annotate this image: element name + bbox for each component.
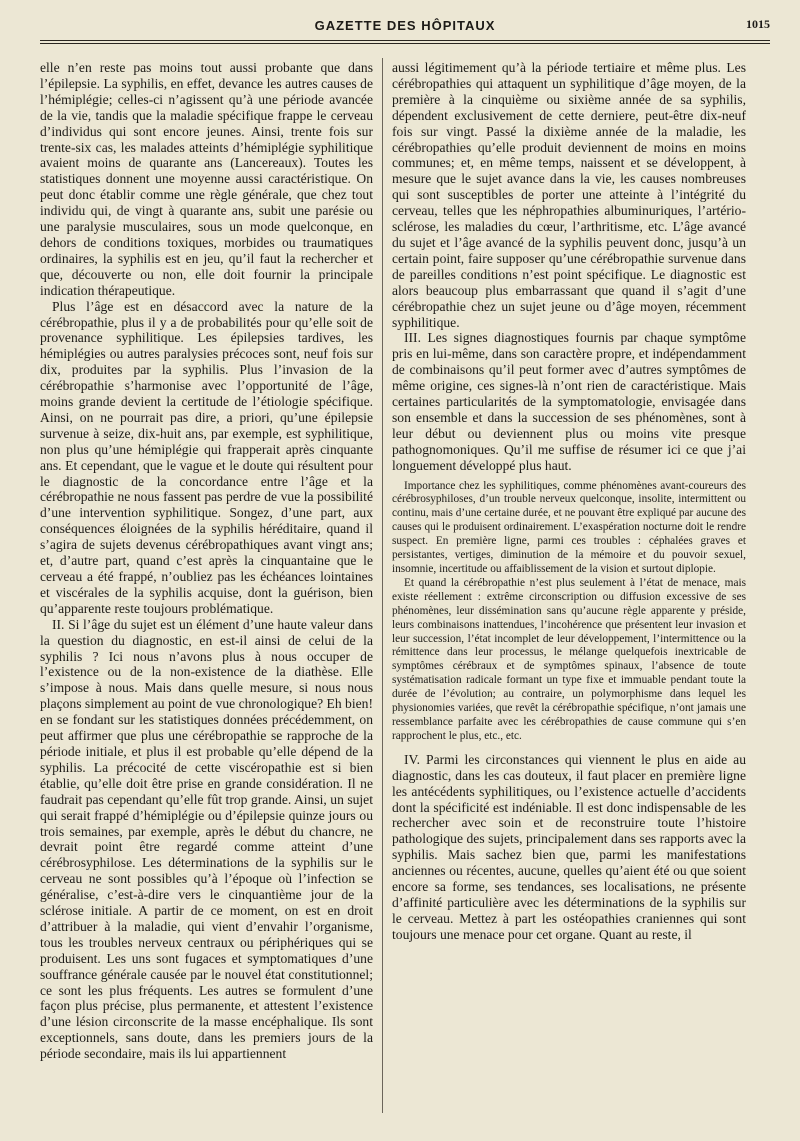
- paragraph: II. Si l’âge du sujet est un élément d’une haute valeur dans la question du diagnostic, en est-il ainsi de celui de la syphilis ? Ici nous n’avons plus à nous occuper de l’existence ou de la non-existence de la diathèse. Elle s’impose à nous. Mais dans quelle mesure, si nous nous plaçons simplement au point de vue chronologique? Eh bien! en se fondant sur les statistiques données précédemment, on peut affirmer que plus une cérébropathie se rapproche de la période initiale, et plus il est probable qu’elle dépend de la syphilis. La précocité de cette viscéropathie est si bien établie, qu’elle doit être prise en grande considération. Il ne faudrait pas cependant qu’elle fût trop grande. Ainsi, un sujet qui serait frappé d’hémiplégie ou d’épilepsie quinze jours ou trois semaines, par exemple, après le début du chancre, ne devrait point être regardé comme atteint d’une cérébrosyphilose. Les déterminations de la syphilis sur le cerveau ne sont possibles qu’à l’époque où l’infection se généralise, c’est-à-dire vers le cinquantième jour de la sclérose initiale. A partir de ce moment, on est en droit d’attribuer à la maladie, qui vient d’envahir l’organisme, tous les troubles nerveux centraux ou périphériques qui se produisent. Les uns sont fugaces et symptomatiques d’une souffrance générale causée par le nouvel état constitutionnel; ce sont les plus fréquents. Les autres se formulent d’une façon plus précise, plus permanente, et attestent l’existence d’une lésion circonscrite de la masse encéphalique. Ils sont exceptionnels, sans doute, dans les premiers jours de la période secondaire, mais ils lui appartiennent: [40, 616, 373, 1062]
- small-paragraph: Et quand la cérébropathie n’est plus seulement à l’état de menace, mais existe réellement : extrême circonscription ou diffusion excessive de ses phénomènes, leur dissémination sans qu’aucune règle apparente y préside, leurs combinaisons inattendues, l’incohérence que présentent leur invasion et leur succession, l’état incomplet de leur développement, l’intermittence ou la rémittence dans leur processus, le mélange quelquefois inextricable de symptômes cérébraux et de symptômes spinaux, l’absence de toute systématisation radicale formant un type fixe et immuable pendant toute la durée de l’évolution; au contraire, un polymorphisme dans lequel les physionomies variées, que revêt la cérébropathie spécifique, n’ont jamais une ressemblance parfaite avec les cérébropathies de cause commune qui s’en rapprochent le plus, etc., etc.: [392, 576, 746, 742]
- right-column: [392, 60, 746, 1113]
- page-header: [40, 14, 770, 38]
- paragraph: Plus l’âge est en désaccord avec la nature de la cérébropathie, plus il y a de probabilités pour qu’elle soit de provenance syphilitique. Les épilepsies tardives, les hémiplégies ou autres paralysies précoces sont, neuf fois sur dix, produites par la syphilis. Plus l’invasion de la cérébropathie s’harmonise avec l’opportunité de l’âge, moins grande devient la certitude de l’étiologie spécifique. Ainsi, on ne pourrait pas dire, a priori, qu’une épilepsie survenue à seize, dix-huit ans, par exemple, est syphilitique, non plus qu’une hémiplégie qui frapperait après cinquante ans. Et cependant, que le vague et le doute qui résultent pour le diagnostic de la concordance entre l’âge et la cérébropathie ne nous fassent pas perdre de vue la possibilité d’une intervention syphilitique. Songez, d’une part, aux conséquences éloignées de la syphilis héréditaire, quand il s’agira de sujets devenus cérébropathiques avant vingt ans; et, d’autre part, quand c’est après la cinquantaine que le cerveau a été frappé, n’oubliez pas les échéances lointaines et viscérales de la syphilis acquise, dont la guérison, bien qu’apparente reste toujours problématique.: [40, 298, 373, 616]
- small-paragraph: Importance chez les syphilitiques, comme phénomènes avant-coureurs des cérébrosyphiloses, d’un trouble nerveux quelconque, insolite, intermittent ou continu, mais d’une certaine durée, et ne pouvant être expliqué par aucune des causes qui le produisent ordinairement. L’exaspération nocturne doit le rendre suspect. En première ligne, parmi ces troubles : céphalées graves et persistantes, vertiges, diminution de la mémoire et du pouvoir sexuel, insomnie, incertitude ou affaiblissement de la vision et surtout diplopie.: [392, 479, 746, 575]
- header-rule-bottom: [40, 43, 770, 44]
- header-rule-top: [40, 40, 770, 41]
- left-column: [40, 60, 373, 1113]
- section-iv: [392, 752, 746, 943]
- small-print-summary: [392, 480, 746, 744]
- right-column-main-text: [392, 60, 746, 474]
- paragraph: elle n’en reste pas moins tout aussi probante que dans l’épilepsie. La syphilis, en effet, devance les autres causes de l’hémiplégie; celles-ci n’agissent qu’à une période avancée de la vie, tandis que la maladie spécifique frappe le cerveau d’individus qui sont encore jeunes. Ainsi, trente fois sur trente-six cas, les malades atteints d’hémiplégie syphilitique avaient moins de quarante ans (Lancereaux). Toutes les statistiques donnent une moyenne aussi caractéristique. On peut donc établir comme une règle générale, que chez tout individu qui, de vingt à quarante ans, subit une parésie ou une paralysie musculaires, sous un mode quelconque, en dehors de conditions toxiques, morbides ou traumatiques ordinaires, la syphilis est en jeu, qu’il faut la rechercher et que, découverte ou non, elle doit fournir la principale indication thérapeutique.: [40, 60, 373, 298]
- running-title: GAZETTE DES HÔPITAUX: [314, 18, 496, 33]
- paragraph: IV. Parmi les circonstances qui viennent le plus en aide au diagnostic, dans les cas douteux, il faut placer en première ligne les antécédents syphilitiques, ou l’existence actuelle d’accidents dont la spécificité est indéniable. Il est donc indispensable de les rechercher avec soin et de reconstruire toute l’histoire pathologique des sujets, principalement dans ses rapports avec la syphilis. Mais sachez bien que, parmi les manifestations anciennes ou récentes, aucune, quelles qu’aient été ou que soient encore sa forme, ses tendances, ses localisations, ne présente d’affinité particulière avec les déterminations de la syphilis sur le cerveau. Mettez à part les ostéopathies craniennes qui sont toujours une menace pour cet organe. Quant au reste, il: [392, 751, 746, 942]
- column-divider: [382, 58, 383, 1113]
- page-number: 1015: [746, 17, 770, 31]
- paragraph: aussi légitimement qu’à la période tertiaire et même plus. Les cérébropathies qui attaquent un syphilitique d’âge moyen, de la première à la cinquième ou sixième année de sa syphilis, dépendent exclusivement de cette derniere, peut-être dix-neuf fois sur vingt. Passé la dixième année de la maladie, les cérébropathies qu’elle produit deviennent de moins en moins communes; et, en même temps, naissent et se développent, à mesure que le sujet avance dans la vie, les causes nombreuses qui sont susceptibles de porter une atteinte à l’intégrité du cerveau, telles que les néphropathies albuminuriques, l’artério-sclérose, les maladies du cœur, l’arthritisme, etc. L’âge avancé du sujet et l’âge avancé de la syphilis peuvent donc, jusqu’à un certain point, faire supposer qu’une cérébropathie survenue dans de pareilles conditions n’est point spécifique. Le diagnostic est alors beaucoup plus embarrassant que quand il s’agit d’une cérébropathie chez un sujet jeune ou d’âge moyen, récemment syphilitique.: [392, 60, 746, 330]
- paragraph: III. Les signes diagnostiques fournis par chaque symptôme pris en lui-même, dans son caractère propre, et indépendamment de combinaisons qu’il peut former avec d’autres symptômes de même origine, ces signes-là n’ont rien de caractéristique. Mais certaines particularités de la symptomatologie, envisagée dans son ensemble et dans la succession de ses phénomènes, sont à leur début ou deviennent plus ou moins vite presque pathognomoniques. Qu’il me suffise de résumer ici ce que j’ai longuement développé plus haut.: [392, 330, 746, 473]
